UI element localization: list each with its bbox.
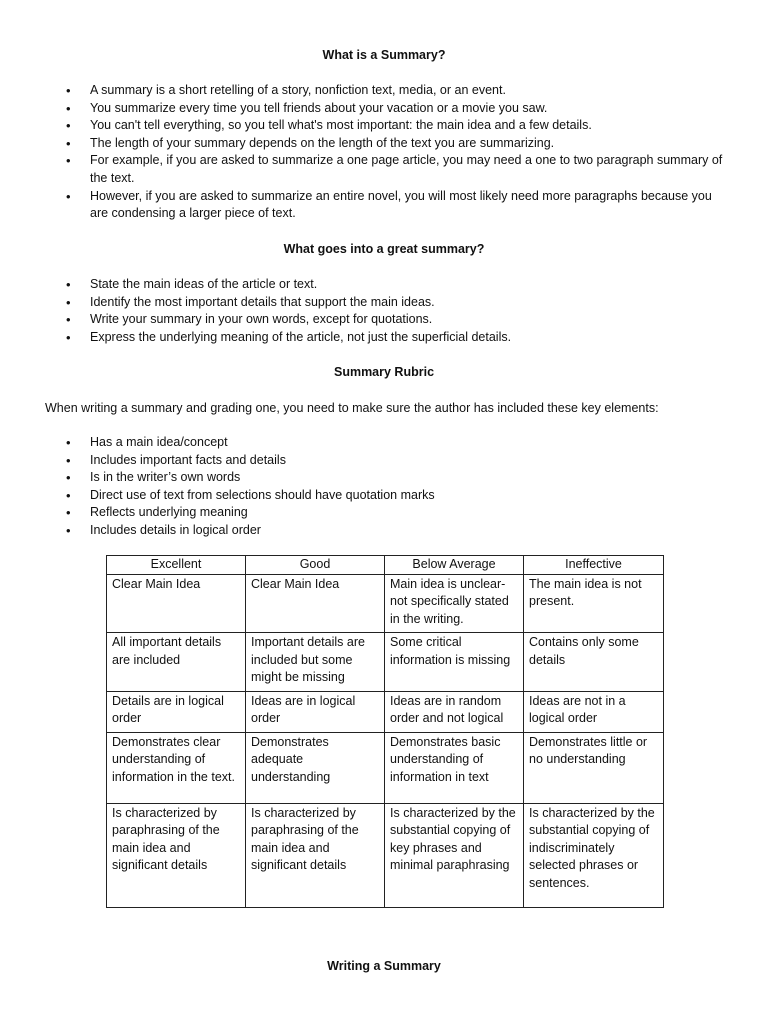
table-cell: Main idea is unclear-not specifically stated in the writing. (385, 574, 524, 633)
list-item: • Includes important facts and details (0, 452, 730, 470)
key-elements-list (0, 434, 730, 540)
list-item: • Is in the writer’s own words (0, 469, 730, 487)
table-row (107, 691, 664, 732)
list-item: • State the main ideas of the article or text. (0, 276, 730, 294)
table-cell: Important details are included but some might be missing (246, 633, 385, 692)
heading-what-is-summary: What is a Summary? (322, 48, 446, 62)
list-item: • For example, if you are asked to summarize a one page article, you may need a one to two paragraph summary of the text. (0, 152, 730, 187)
table-cell: Demonstrates basic understanding of information in text (385, 732, 524, 803)
what-is-summary-list (0, 82, 730, 223)
list-item: • Has a main idea/concept (0, 434, 730, 452)
header-excellent: Excellent (107, 556, 246, 575)
list-item: • Write your summary in your own words, except for quotations. (0, 311, 730, 329)
table-cell: Ideas are in logical order (246, 691, 385, 732)
table-cell: Is characterized by paraphrasing of the main idea and significant details (107, 803, 246, 907)
heading-writing-summary: Writing a Summary (327, 959, 441, 973)
list-item: • Reflects underlying meaning (0, 504, 730, 522)
table-row (107, 574, 664, 633)
table-cell: Is characterized by paraphrasing of the main idea and significant details (246, 803, 385, 907)
list-item: • Identify the most important details that support the main ideas. (0, 294, 730, 312)
table-cell: Demonstrates little or no understanding (524, 732, 664, 803)
table-row (107, 803, 664, 907)
list-item: • A summary is a short retelling of a story, nonfiction text, media, or an event. (0, 82, 730, 100)
table-cell: Details are in logical order (107, 691, 246, 732)
list-item: • Includes details in logical order (0, 522, 730, 540)
header-below-average: Below Average (385, 556, 524, 575)
table-cell: Is characterized by the substantial copying of key phrases and minimal paraphrasing (385, 803, 524, 907)
list-item: • You summarize every time you tell friends about your vacation or a movie you saw. (0, 100, 730, 118)
table-cell: Demonstrates clear understanding of information in the text. (107, 732, 246, 803)
header-ineffective: Ineffective (524, 556, 664, 575)
table-cell: Contains only some details (524, 633, 664, 692)
list-item: • However, if you are asked to summarize an entire novel, you will most likely need more paragraphs because you are condensing a larger piece of text. (0, 188, 730, 223)
table-cell: Clear Main Idea (246, 574, 385, 633)
rubric-table (106, 555, 664, 908)
list-item: • The length of your summary depends on the length of the text you are summarizing. (0, 135, 730, 153)
table-cell: The main idea is not present. (524, 574, 664, 633)
table-row (107, 633, 664, 692)
table-cell: Is characterized by the substantial copying of indiscriminately selected phrases or sentences. (524, 803, 664, 907)
heading-summary-rubric: Summary Rubric (333, 365, 435, 379)
table-header-row (107, 556, 664, 575)
table-cell: Ideas are in random order and not logical (385, 691, 524, 732)
header-good: Good (246, 556, 385, 575)
table-cell: Demonstrates adequate understanding (246, 732, 385, 803)
rubric-intro-text: When writing a summary and grading one, you need to make sure the author has included these key elements: (45, 401, 659, 415)
table-cell: Some critical information is missing (385, 633, 524, 692)
table-row (107, 732, 664, 803)
table-cell: All important details are included (107, 633, 246, 692)
table-cell: Clear Main Idea (107, 574, 246, 633)
great-summary-list (0, 276, 730, 346)
list-item: • Direct use of text from selections should have quotation marks (0, 487, 730, 505)
list-item: • Express the underlying meaning of the article, not just the superficial details. (0, 329, 730, 347)
heading-great-summary: What goes into a great summary? (283, 242, 485, 256)
list-item: • You can't tell everything, so you tell what's most important: the main idea and a few details. (0, 117, 730, 135)
table-cell: Ideas are not in a logical order (524, 691, 664, 732)
